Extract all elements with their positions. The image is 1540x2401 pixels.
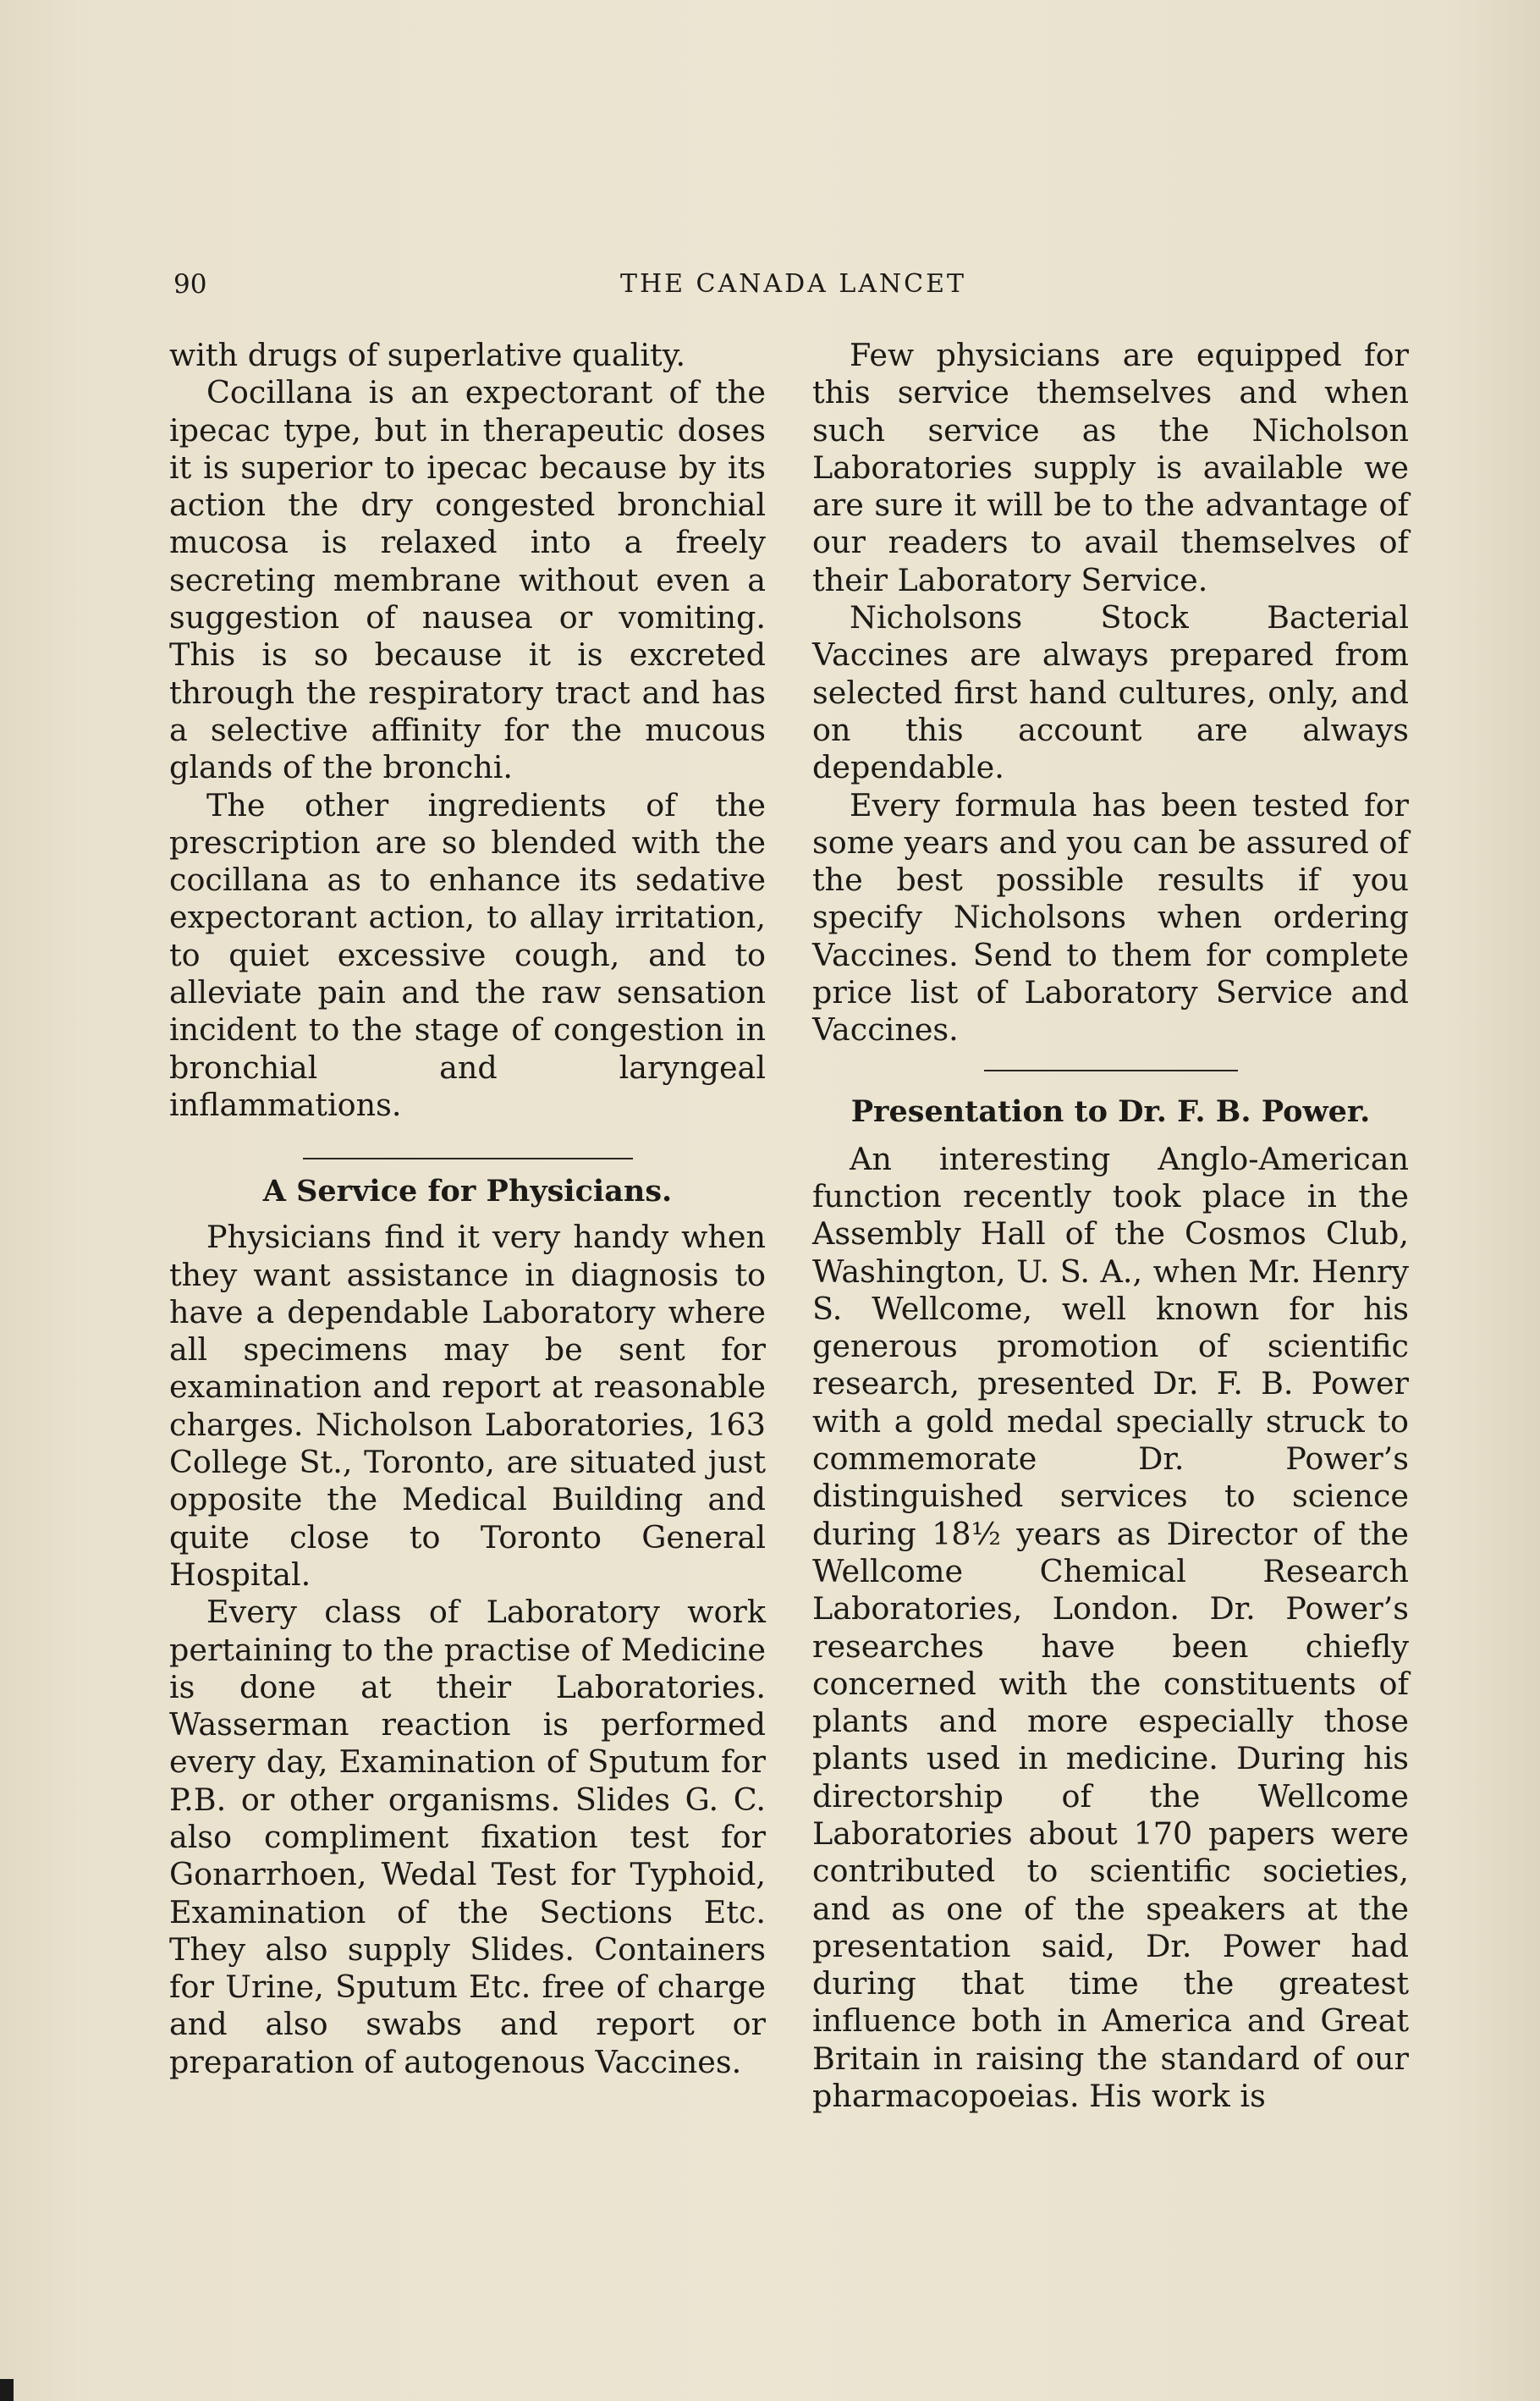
paragraph: Physicians find it very handy when they want assistance in diagnosis to have a dependable Laboratory where all specimens may be sent for examination and report at reasonable charges. Nicholson Laboratories, 163 College St., Toronto, are situated just opposite the Medical Building and quite close to Toronto General Hospital. bbox=[169, 1219, 766, 1593]
section-heading: Presentation to Dr. F. B. Power. bbox=[850, 1093, 1371, 1129]
left-column bbox=[169, 337, 766, 2081]
running-header bbox=[173, 269, 1413, 303]
section-divider bbox=[984, 1070, 1238, 1071]
paragraph: Cocillana is an expectorant of the ipecac type, but in therapeutic doses it is superior to ipecac because by its action the dry congested bronchial mucosa is relaxed into a freely secreting membrane without even a suggestion of nausea or vomiting. This is so because it is excreted through the respiratory tract and has a selective affinity for the mucous glands of the bronchi. bbox=[169, 374, 766, 786]
paragraph: The other ingredients of the prescription are so blended with the cocillana as to enhance its sedative expectorant action, to allay irritation, to quiet excessive cough, and to alleviate pain and the raw sensation incident to the stage of congestion in bronchial and laryngeal inflammations. bbox=[169, 786, 766, 1123]
page-number: 90 bbox=[173, 269, 207, 300]
right-column bbox=[812, 337, 1409, 2115]
scan-edge-mark bbox=[0, 2379, 14, 2401]
section-divider bbox=[303, 1158, 633, 1159]
paragraph: Every formula has been tested for some years and you can be assured of the best possible results if you specify Nicholsons when ordering Vaccines. Send to them for complete price list of Laboratory Service and Vaccines. bbox=[812, 786, 1409, 1049]
journal-title: THE CANADA LANCET bbox=[619, 269, 967, 299]
paragraph: An interesting Anglo-American function recently took place in the Assembly Hall of the Cosmos Club, Washington, U. S. A., when Mr. Henry S. Wellcome, well known for his generous promotion of scientific research, presented Dr. F. B. Power with a gold medal specially struck to commemorate Dr. Power’s distinguished services to science during 18½ years as Director of the Wellcome Chemical Research Laboratories, London. Dr. Power’s researches have been chiefly concerned with the constituents of plants and more especially those plants used in medicine. During his directorship of the Wellcome Laboratories about 170 papers were contributed to scientific societies, and as one of the speakers at the presentation said, Dr. Power had during that time the greatest influence both in America and Great Britain in raising the standard of our pharmacopoeias. His work is bbox=[812, 1140, 1409, 2115]
paragraph: Nicholsons Stock Bacterial Vaccines are always prepared from selected first hand cultures, only, and on this account are always dependable. bbox=[812, 599, 1409, 786]
section-heading: A Service for Physicians. bbox=[262, 1174, 673, 1209]
paragraph: with drugs of superlative quality. bbox=[169, 337, 686, 373]
paragraph: Every class of Laboratory work pertaining to the practise of Medicine is done at their Laboratories. Wasserman reaction is performed every day, Examination of Sputum for P.B. or other organisms. Slides G. C. also compliment fixation test for Gonarrhoen, Wedal Test for Typhoid, Examination of the Sections Etc. They also supply Slides. Containers for Urine, Sputum Etc. free of charge and also swabs and report or preparation of autogenous Vaccines. bbox=[169, 1594, 766, 2080]
paragraph: Few physicians are equipped for this service themselves and when such service as the Nicholson Laboratories supply is available we are sure it will be to the advantage of our readers to avail themselves of their Laboratory Service. bbox=[812, 337, 1409, 598]
